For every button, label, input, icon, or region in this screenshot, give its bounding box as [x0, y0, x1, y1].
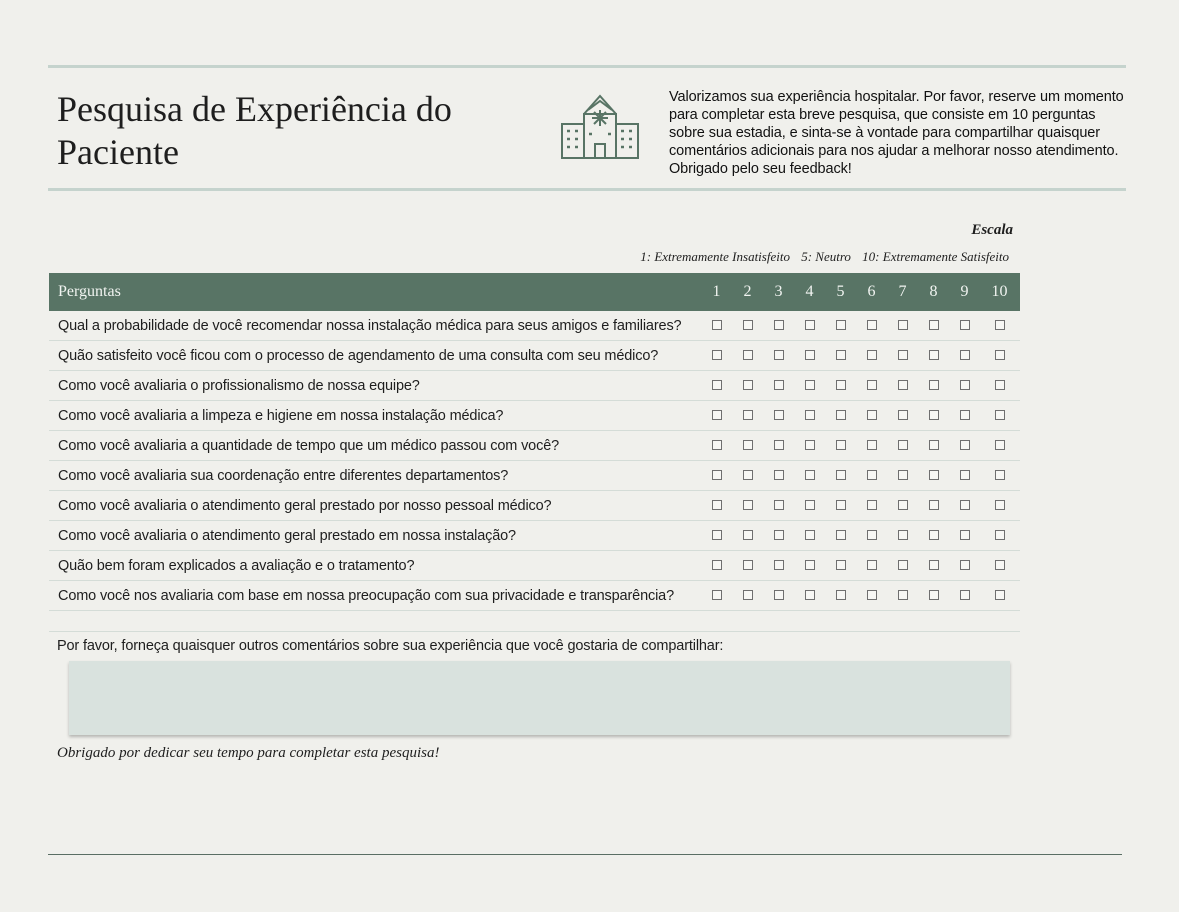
rating-cell: [732, 468, 763, 484]
thank-you-text: Obrigado por dedicar seu tempo para completar esta pesquisa!: [57, 745, 440, 761]
rating-checkbox-1[interactable]: [712, 380, 722, 390]
rating-header-9: 9: [960, 283, 969, 300]
rating-checkbox-5[interactable]: [836, 500, 846, 510]
rating-cell: [949, 558, 980, 574]
rating-checkbox-5[interactable]: [836, 350, 846, 360]
rating-cell: [825, 588, 856, 604]
rating-checkbox-8[interactable]: [929, 320, 939, 330]
rating-cell: [980, 438, 1019, 454]
rating-cell: [949, 408, 980, 424]
rating-checkbox-4[interactable]: [805, 320, 815, 330]
rating-cell: [825, 498, 856, 514]
survey-row: [49, 581, 1020, 611]
rating-cell: [763, 438, 794, 454]
rating-checkbox-7[interactable]: [898, 440, 908, 450]
rating-cell: [887, 558, 918, 574]
rating-cell: [856, 348, 887, 364]
scale-mid-label: 5: Neutro: [801, 249, 851, 264]
rating-cell: [825, 408, 856, 424]
rating-header-5: 5: [836, 283, 845, 300]
rating-header-7: 7: [898, 283, 907, 300]
survey-table-header: [49, 273, 1020, 311]
rating-checkbox-7[interactable]: [898, 470, 908, 480]
rating-cell: [980, 348, 1019, 364]
rating-checkbox-4[interactable]: [805, 500, 815, 510]
survey-row: [49, 311, 1020, 341]
question-text: Como você avaliaria a limpeza e higiene em nossa instalação médica?: [58, 407, 504, 424]
rating-cell: [825, 468, 856, 484]
rating-cell: [825, 318, 856, 334]
rating-cell: [794, 348, 825, 364]
comments-textarea[interactable]: [69, 661, 1010, 735]
rating-cell: [701, 348, 732, 364]
rating-header-10: 10: [991, 283, 1008, 300]
rating-checkbox-4[interactable]: [805, 410, 815, 420]
rating-checkbox-2[interactable]: [743, 320, 753, 330]
rating-checkbox-1[interactable]: [712, 410, 722, 420]
rating-cell: [980, 318, 1019, 334]
rating-cell: [732, 498, 763, 514]
rating-checkbox-7[interactable]: [898, 530, 908, 540]
rating-cell: [794, 318, 825, 334]
rating-checkbox-3[interactable]: [774, 590, 784, 600]
rating-cell: [825, 438, 856, 454]
rating-checkbox-4[interactable]: [805, 440, 815, 450]
rating-checkbox-7[interactable]: [898, 320, 908, 330]
rating-checkbox-3[interactable]: [774, 500, 784, 510]
rating-checkbox-8[interactable]: [929, 380, 939, 390]
survey-row: [49, 371, 1020, 401]
rating-checkbox-6[interactable]: [867, 590, 877, 600]
rating-cell: [949, 438, 980, 454]
survey-row: [49, 401, 1020, 431]
rating-checkbox-5[interactable]: [836, 530, 846, 540]
rating-checkbox-5[interactable]: [836, 440, 846, 450]
rating-checkbox-10[interactable]: [995, 560, 1005, 570]
rating-cell: [918, 348, 949, 364]
rating-checkbox-7[interactable]: [898, 380, 908, 390]
rating-cell: [887, 318, 918, 334]
rating-cell: [918, 408, 949, 424]
rating-cell: [887, 378, 918, 394]
survey-row: [49, 521, 1020, 551]
rating-cell: [856, 318, 887, 334]
rating-checkbox-2[interactable]: [743, 470, 753, 480]
header-bottom-rule: [48, 188, 1126, 191]
rating-cell: [980, 408, 1019, 424]
rating-checkbox-8[interactable]: [929, 410, 939, 420]
rating-cell: [701, 558, 732, 574]
rating-checkbox-7[interactable]: [898, 500, 908, 510]
rating-cell: [980, 468, 1019, 484]
rating-cell: [701, 318, 732, 334]
question-text: Como você avaliaria o atendimento geral prestado por nosso pessoal médico?: [58, 497, 552, 514]
rating-checkbox-1[interactable]: [712, 560, 722, 570]
rating-cell: [763, 318, 794, 334]
rating-cell: [732, 318, 763, 334]
rating-cell: [763, 348, 794, 364]
rating-cell: [763, 468, 794, 484]
question-text: Como você avaliaria sua coordenação entre diferentes departamentos?: [58, 467, 509, 484]
rating-checkbox-2[interactable]: [743, 350, 753, 360]
question-text: Como você avaliaria a quantidade de tempo que um médico passou com você?: [58, 437, 560, 454]
comments-label: Por favor, forneça quaisquer outros comentários sobre sua experiência que você gostaria de compartilhar:: [57, 638, 724, 654]
rating-cell: [856, 378, 887, 394]
rating-checkbox-4[interactable]: [805, 470, 815, 480]
scale-low-label: 1: Extremamente Insatisfeito: [640, 249, 790, 264]
rating-cell: [763, 408, 794, 424]
rating-checkbox-9[interactable]: [960, 440, 970, 450]
rating-options: [701, 558, 1019, 574]
rating-checkbox-8[interactable]: [929, 590, 939, 600]
rating-checkbox-1[interactable]: [712, 470, 722, 480]
rating-checkbox-6[interactable]: [867, 410, 877, 420]
intro-text: Valorizamos sua experiência hospitalar. Por favor, reserve um momento para completar esta breve pesquisa, que consiste em 10 perguntas sobre sua estadia, e sinta-se à vontade para compartilhar quaisquer comentários adicionais para nos ajudar a melhorar nosso atendimento. Obrigado pelo seu feedback!: [669, 89, 1124, 177]
rating-checkbox-10[interactable]: [995, 500, 1005, 510]
survey-row: [49, 341, 1020, 371]
scale-title: Escala: [971, 222, 1013, 238]
rating-cell: [794, 438, 825, 454]
rating-checkbox-5[interactable]: [836, 410, 846, 420]
rating-cell: [918, 318, 949, 334]
rating-cell: [949, 348, 980, 364]
rating-cell: [856, 468, 887, 484]
rating-cell: [949, 498, 980, 514]
rating-checkbox-6[interactable]: [867, 350, 877, 360]
questions-column-header: Perguntas: [58, 283, 121, 300]
rating-checkbox-10[interactable]: [995, 350, 1005, 360]
rating-header-4: 4: [805, 283, 814, 300]
rating-cell: [856, 408, 887, 424]
rating-options: [701, 438, 1019, 454]
question-text: Como você nos avaliaria com base em nossa preocupação com sua privacidade e transparência?: [58, 587, 674, 604]
rating-checkbox-6[interactable]: [867, 320, 877, 330]
rating-cell: [763, 558, 794, 574]
rating-cell: [918, 498, 949, 514]
rating-cell: [732, 558, 763, 574]
rating-checkbox-1[interactable]: [712, 530, 722, 540]
rating-cell: [918, 558, 949, 574]
rating-checkbox-1[interactable]: [712, 320, 722, 330]
rating-checkbox-10[interactable]: [995, 470, 1005, 480]
rating-cell: [887, 498, 918, 514]
rating-header-1: 1: [712, 283, 721, 300]
rating-checkbox-4[interactable]: [805, 590, 815, 600]
rating-checkbox-3[interactable]: [774, 470, 784, 480]
rating-checkbox-3[interactable]: [774, 410, 784, 420]
rating-cell: [949, 588, 980, 604]
rating-cell: [949, 318, 980, 334]
rating-cell: [980, 588, 1019, 604]
rating-cell: [949, 468, 980, 484]
rating-checkbox-9[interactable]: [960, 410, 970, 420]
rating-cell: [794, 528, 825, 544]
rating-cell: [918, 468, 949, 484]
rating-checkbox-2[interactable]: [743, 410, 753, 420]
top-rule: [48, 65, 1126, 68]
rating-cell: [856, 528, 887, 544]
rating-checkbox-10[interactable]: [995, 320, 1005, 330]
rating-cell: [980, 558, 1019, 574]
rating-cell: [918, 438, 949, 454]
rating-checkbox-9[interactable]: [960, 500, 970, 510]
rating-checkbox-10[interactable]: [995, 590, 1005, 600]
rating-cell: [701, 588, 732, 604]
page-title: Pesquisa de Experiência do Paciente: [57, 89, 452, 172]
scale-legend: [632, 249, 1009, 265]
rating-options: [701, 408, 1019, 424]
rating-checkbox-7[interactable]: [898, 350, 908, 360]
rating-checkbox-3[interactable]: [774, 380, 784, 390]
rating-cell: [701, 408, 732, 424]
rating-cell: [732, 528, 763, 544]
rating-checkbox-7[interactable]: [898, 560, 908, 570]
rating-cell: [701, 438, 732, 454]
rating-checkbox-8[interactable]: [929, 350, 939, 360]
rating-checkbox-2[interactable]: [743, 500, 753, 510]
question-text: Como você avaliaria o atendimento geral prestado em nossa instalação?: [58, 527, 516, 544]
rating-checkbox-2[interactable]: [743, 440, 753, 450]
survey-row: [49, 491, 1020, 521]
rating-cell: [763, 528, 794, 544]
rating-cell: [980, 378, 1019, 394]
rating-checkbox-4[interactable]: [805, 380, 815, 390]
rating-cell: [794, 558, 825, 574]
rating-options: [701, 528, 1019, 544]
rating-cell: [732, 588, 763, 604]
rating-cell: [701, 498, 732, 514]
survey-table: [49, 273, 1020, 611]
rating-checkbox-2[interactable]: [743, 560, 753, 570]
rating-cell: [887, 408, 918, 424]
rating-cell: [794, 588, 825, 604]
rating-cell: [918, 378, 949, 394]
rating-checkbox-9[interactable]: [960, 590, 970, 600]
rating-checkbox-3[interactable]: [774, 530, 784, 540]
rating-checkbox-1[interactable]: [712, 590, 722, 600]
rating-checkbox-5[interactable]: [836, 590, 846, 600]
rating-checkbox-7[interactable]: [898, 590, 908, 600]
rating-cell: [887, 348, 918, 364]
rating-cell: [701, 378, 732, 394]
rating-checkbox-10[interactable]: [995, 440, 1005, 450]
rating-cell: [856, 558, 887, 574]
rating-cell: [887, 528, 918, 544]
rating-checkbox-9[interactable]: [960, 470, 970, 480]
rating-cell: [887, 588, 918, 604]
rating-cell: [763, 588, 794, 604]
rating-header-2: 2: [743, 283, 752, 300]
rating-cell: [763, 378, 794, 394]
rating-checkbox-5[interactable]: [836, 320, 846, 330]
rating-checkbox-4[interactable]: [805, 350, 815, 360]
rating-checkbox-3[interactable]: [774, 350, 784, 360]
rating-cell: [887, 438, 918, 454]
question-text: Quão satisfeito você ficou com o processo de agendamento de uma consulta com seu médico?: [58, 347, 659, 364]
rating-options: [701, 468, 1019, 484]
rating-checkbox-8[interactable]: [929, 560, 939, 570]
rating-checkbox-9[interactable]: [960, 530, 970, 540]
rating-checkbox-1[interactable]: [712, 500, 722, 510]
rating-checkbox-3[interactable]: [774, 320, 784, 330]
rating-cell: [856, 438, 887, 454]
rating-cell: [794, 498, 825, 514]
rating-checkbox-4[interactable]: [805, 530, 815, 540]
rating-cell: [732, 348, 763, 364]
rating-checkbox-6[interactable]: [867, 560, 877, 570]
rating-header-3: 3: [774, 283, 783, 300]
rating-checkbox-6[interactable]: [867, 470, 877, 480]
rating-checkbox-9[interactable]: [960, 560, 970, 570]
rating-checkbox-6[interactable]: [867, 440, 877, 450]
rating-checkbox-8[interactable]: [929, 530, 939, 540]
rating-checkbox-8[interactable]: [929, 470, 939, 480]
rating-checkbox-5[interactable]: [836, 470, 846, 480]
rating-checkbox-1[interactable]: [712, 350, 722, 360]
rating-checkbox-1[interactable]: [712, 440, 722, 450]
rating-cell: [701, 528, 732, 544]
scale-high-label: 10: Extremamente Satisfeito: [862, 249, 1009, 264]
rating-checkbox-6[interactable]: [867, 530, 877, 540]
rating-checkbox-8[interactable]: [929, 500, 939, 510]
rating-options: [701, 498, 1019, 514]
rating-options: [701, 588, 1019, 604]
rating-checkbox-2[interactable]: [743, 530, 753, 540]
rating-cell: [825, 348, 856, 364]
rating-options: [701, 348, 1019, 364]
rating-checkbox-2[interactable]: [743, 590, 753, 600]
rating-checkbox-5[interactable]: [836, 560, 846, 570]
rating-checkbox-5[interactable]: [836, 380, 846, 390]
rating-cell: [701, 468, 732, 484]
rating-cell: [732, 438, 763, 454]
rating-cell: [856, 588, 887, 604]
rating-column-headers: [701, 283, 1019, 301]
rating-checkbox-10[interactable]: [995, 380, 1005, 390]
hospital-icon: [558, 90, 643, 160]
rating-cell: [825, 378, 856, 394]
rating-cell: [763, 498, 794, 514]
survey-row: [49, 461, 1020, 491]
rating-checkbox-9[interactable]: [960, 380, 970, 390]
question-text: Qual a probabilidade de você recomendar nossa instalação médica para seus amigos e familiares?: [58, 317, 682, 334]
rating-cell: [856, 498, 887, 514]
rating-options: [701, 378, 1019, 394]
rating-checkbox-10[interactable]: [995, 530, 1005, 540]
question-text: Quão bem foram explicados a avaliação e o tratamento?: [58, 557, 415, 574]
bottom-rule: [48, 854, 1122, 855]
rating-cell: [732, 378, 763, 394]
rating-header-8: 8: [929, 283, 938, 300]
rating-cell: [980, 498, 1019, 514]
question-text: Como você avaliaria o profissionalismo de nossa equipe?: [58, 377, 420, 394]
rating-checkbox-4[interactable]: [805, 560, 815, 570]
rating-checkbox-2[interactable]: [743, 380, 753, 390]
rating-header-6: 6: [867, 283, 876, 300]
rating-checkbox-9[interactable]: [960, 350, 970, 360]
rating-checkbox-6[interactable]: [867, 380, 877, 390]
rating-options: [701, 318, 1019, 334]
rating-checkbox-9[interactable]: [960, 320, 970, 330]
rating-cell: [794, 378, 825, 394]
rating-cell: [825, 558, 856, 574]
rating-cell: [825, 528, 856, 544]
survey-rows: [49, 311, 1020, 611]
rating-cell: [980, 528, 1019, 544]
rating-cell: [887, 468, 918, 484]
rating-cell: [949, 528, 980, 544]
rating-checkbox-3[interactable]: [774, 440, 784, 450]
rating-checkbox-3[interactable]: [774, 560, 784, 570]
rating-cell: [732, 408, 763, 424]
rating-checkbox-10[interactable]: [995, 410, 1005, 420]
survey-row: [49, 431, 1020, 461]
rating-cell: [794, 408, 825, 424]
rating-cell: [949, 378, 980, 394]
rating-cell: [918, 588, 949, 604]
rating-checkbox-7[interactable]: [898, 410, 908, 420]
rating-checkbox-8[interactable]: [929, 440, 939, 450]
rating-checkbox-6[interactable]: [867, 500, 877, 510]
rating-cell: [918, 528, 949, 544]
rating-cell: [794, 468, 825, 484]
survey-row: [49, 551, 1020, 581]
comments-divider: [49, 631, 1020, 632]
